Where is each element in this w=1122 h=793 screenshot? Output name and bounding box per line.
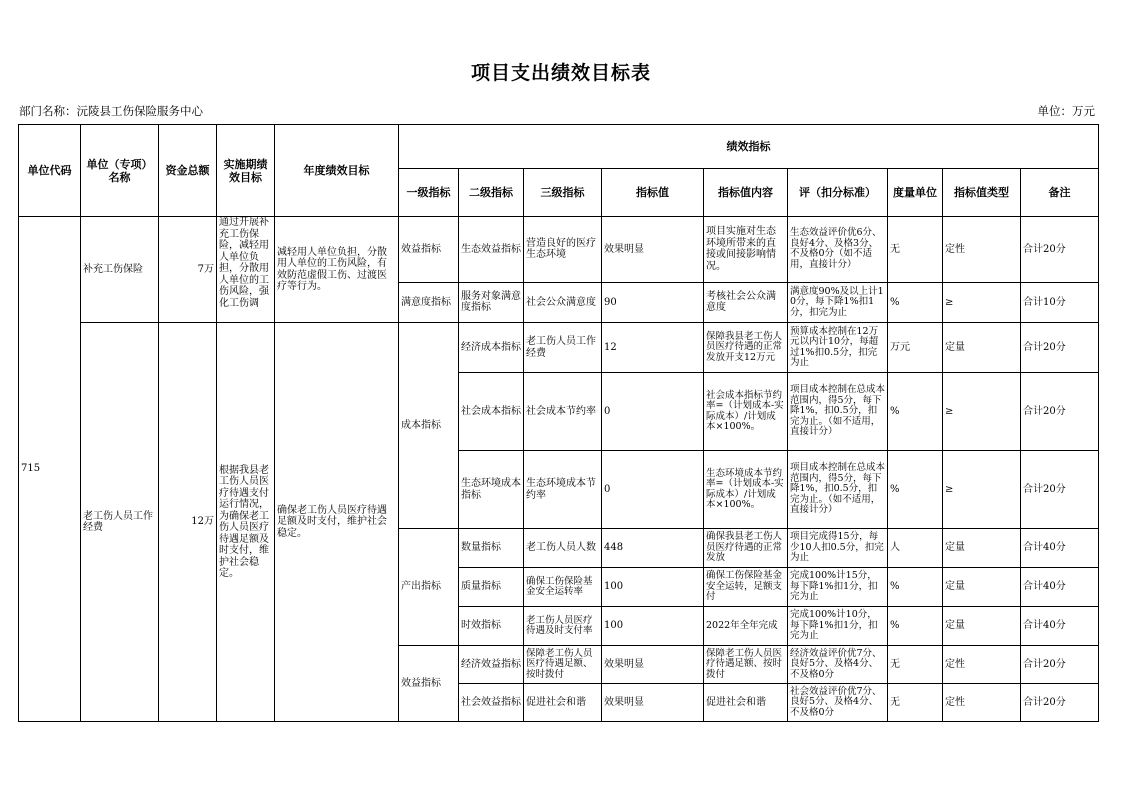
header-total-funds: 资金总额	[159, 125, 217, 217]
header-perf-indicators: 绩效指标	[399, 125, 1099, 169]
value-type-cell: 定性	[943, 217, 1021, 283]
remark-cell: 合计20分	[1021, 217, 1099, 283]
header-value-type: 指标值类型	[943, 169, 1021, 217]
measure-unit-cell: %	[888, 282, 943, 322]
measure-unit-cell: %	[888, 451, 943, 529]
scoring-cell: 项目完成得15分，每少10人扣0.5分，扣完为止	[788, 529, 888, 568]
scoring-cell: 满意度90%及以上计10分，每下降1%扣1分，扣完为止	[788, 282, 888, 322]
value-type-cell: 定量	[943, 529, 1021, 568]
period-goal-cell: 根据我县老工伤人员医疗待遇支付运行情况，为确保老工伤人员医疗待遇足额及时支付，维护社会稳定。	[217, 323, 275, 722]
value-content-cell: 保障我县老工伤人员医疗待遇的正常发放开支12万元	[704, 323, 788, 373]
performance-target-table	[18, 124, 1099, 722]
value-content-cell: 保障老工伤人员医疗待遇足额、按时拨付	[704, 646, 788, 684]
header-project-name: 单位（专项）名称	[81, 125, 159, 217]
header-unit-code: 单位代码	[19, 125, 81, 217]
measure-unit-cell: 无	[888, 217, 943, 283]
value-content-cell: 确保我县老工伤人员医疗待遇的正常发放	[704, 529, 788, 568]
level1-cell: 产出指标	[399, 529, 459, 646]
level2-cell: 经济成本指标	[459, 323, 524, 373]
value-cell: 效果明显	[602, 646, 704, 684]
header-value-content: 指标值内容	[704, 169, 788, 217]
remark-cell: 合计20分	[1021, 451, 1099, 529]
header-level2: 二级指标	[459, 169, 524, 217]
level2-cell: 质量指标	[459, 568, 524, 607]
measure-unit-cell: %	[888, 607, 943, 646]
scoring-cell: 预算成本控制在12万元以内计10分，每超过1%扣0.5分，扣完为止	[788, 323, 888, 373]
measure-unit-cell: %	[888, 568, 943, 607]
value-content-cell: 社会成本指标节约率=（计划成本-实际成本）/计划成本×100%。	[704, 373, 788, 451]
level3-cell: 老工伤人员工作经费	[524, 323, 602, 373]
scoring-cell: 项目成本控制在总成本范围内，得5分，每下降1%，扣0.5分，扣完为止。（如不适用，直接计分）	[788, 373, 888, 451]
level1-cell: 成本指标	[399, 323, 459, 529]
header-measure-unit: 度量单位	[888, 169, 943, 217]
value-content-cell: 考核社会公众满意度	[704, 282, 788, 322]
level3-cell: 保障老工伤人员医疗待遇足额、按时拨付	[524, 646, 602, 684]
value-cell: 12	[602, 323, 704, 373]
value-content-cell: 确保工伤保险基金安全运转，足额支付	[704, 568, 788, 607]
header-level1: 一级指标	[399, 169, 459, 217]
period-goal-cell: 通过开展补充工伤保险，减轻用人单位负担，分散用人单位的工伤风险，强化工伤调	[219, 217, 269, 309]
level2-cell: 社会成本指标	[459, 373, 524, 451]
level1-cell: 满意度指标	[399, 282, 459, 322]
level2-cell: 时效指标	[459, 607, 524, 646]
value-cell: 100	[602, 607, 704, 646]
header-scoring: 评（扣分标准）	[788, 169, 888, 217]
measure-unit-cell: 无	[888, 646, 943, 684]
value-cell: 90	[602, 282, 704, 322]
value-cell: 0	[602, 373, 704, 451]
measure-unit-cell: 人	[888, 529, 943, 568]
level3-cell: 社会成本节约率	[524, 373, 602, 451]
level3-cell: 老工伤人员人数	[524, 529, 602, 568]
scoring-cell: 经济效益评价优7分、良好5分、及格4分、不及格0分	[788, 646, 888, 684]
value-type-cell: ≥	[943, 451, 1021, 529]
value-content-cell: 生态环境成本节约率=（计划成本-实际成本）/计划成本×100%。	[704, 451, 788, 529]
project-name-cell: 补充工伤保险	[81, 217, 159, 323]
scoring-cell: 生态效益评价优6分、良好4分、及格3分、不及格0分（如不适用，直接计分）	[788, 217, 888, 283]
annual-goal-cell: 确保老工伤人员医疗待遇足额及时支付，维护社会稳定。	[275, 323, 399, 722]
scoring-cell: 完成100%计15分，每下降1%扣1分，扣完为止	[788, 568, 888, 607]
value-content-cell: 项目实施对生态环境所带来的直接或间接影响情况。	[704, 217, 788, 283]
remark-cell: 合计40分	[1021, 568, 1099, 607]
level2-cell: 社会效益指标	[459, 684, 524, 722]
remark-cell: 合计40分	[1021, 529, 1099, 568]
unit-code-cell: 715	[19, 217, 81, 722]
table-row	[19, 217, 1099, 283]
value-cell: 效果明显	[602, 217, 704, 283]
page-title: 项目支出绩效目标表	[470, 62, 651, 84]
remark-cell: 合计10分	[1021, 282, 1099, 322]
value-type-cell: 定性	[943, 646, 1021, 684]
project-name-cell: 老工伤人员工作经费	[81, 323, 159, 722]
header-remark: 备注	[1021, 169, 1099, 217]
header-period-goal: 实施期绩效目标	[217, 125, 275, 217]
level3-cell: 营造良好的医疗生态环境	[524, 217, 602, 283]
level3-cell: 确保工伤保险基金安全运转率	[524, 568, 602, 607]
remark-cell: 合计20分	[1021, 373, 1099, 451]
level2-cell: 生态环境成本指标	[459, 451, 524, 529]
funds-cell: 12万	[159, 323, 217, 722]
funds-cell: 7万	[159, 217, 217, 323]
level3-cell: 促进社会和谐	[524, 684, 602, 722]
scoring-cell: 完成100%计10分，每下降1%扣1分，扣完为止	[788, 607, 888, 646]
value-content-cell: 促进社会和谐	[704, 684, 788, 722]
value-type-cell: 定量	[943, 607, 1021, 646]
level2-cell: 服务对象满意度指标	[459, 282, 524, 322]
value-cell: 0	[602, 451, 704, 529]
header-annual-goal: 年度绩效目标	[275, 125, 399, 217]
department-name: 部门名称：沅陵县工伤保险服务中心	[19, 104, 203, 118]
level3-cell: 生态环境成本节约率	[524, 451, 602, 529]
value-cell: 效果明显	[602, 684, 704, 722]
remark-cell: 合计40分	[1021, 607, 1099, 646]
level1-cell: 效益指标	[399, 646, 459, 722]
value-type-cell: 定性	[943, 684, 1021, 722]
header-value: 指标值	[602, 169, 704, 217]
currency-unit: 单位：万元	[1037, 104, 1095, 118]
level1-cell: 效益指标	[399, 217, 459, 283]
value-type-cell: 定量	[943, 323, 1021, 373]
level2-cell: 生态效益指标	[459, 217, 524, 283]
table-row	[19, 323, 1099, 373]
level2-cell: 数量指标	[459, 529, 524, 568]
measure-unit-cell: 无	[888, 684, 943, 722]
header-level3: 三级指标	[524, 169, 602, 217]
level3-cell: 社会公众满意度	[524, 282, 602, 322]
value-type-cell: ≥	[943, 282, 1021, 322]
annual-goal-cell: 减轻用人单位负担，分散用人单位的工伤风险，有效防范虚假工伤、过渡医疗等行为。	[275, 217, 399, 323]
remark-cell: 合计20分	[1021, 646, 1099, 684]
scoring-cell: 项目成本控制在总成本范围内，得5分，每下降1%，扣0.5分，扣完为止。（如不适用，直接计分）	[788, 451, 888, 529]
measure-unit-cell: 万元	[888, 323, 943, 373]
measure-unit-cell: %	[888, 373, 943, 451]
value-cell: 448	[602, 529, 704, 568]
scoring-cell: 社会效益评价优7分、良好5分、及格4分、不及格0分	[788, 684, 888, 722]
value-cell: 100	[602, 568, 704, 607]
value-type-cell: 定量	[943, 568, 1021, 607]
value-type-cell: ≥	[943, 373, 1021, 451]
level2-cell: 经济效益指标	[459, 646, 524, 684]
value-content-cell: 2022年全年完成	[704, 607, 788, 646]
remark-cell: 合计20分	[1021, 323, 1099, 373]
remark-cell: 合计20分	[1021, 684, 1099, 722]
level3-cell: 老工伤人员医疗待遇及时支付率	[524, 607, 602, 646]
